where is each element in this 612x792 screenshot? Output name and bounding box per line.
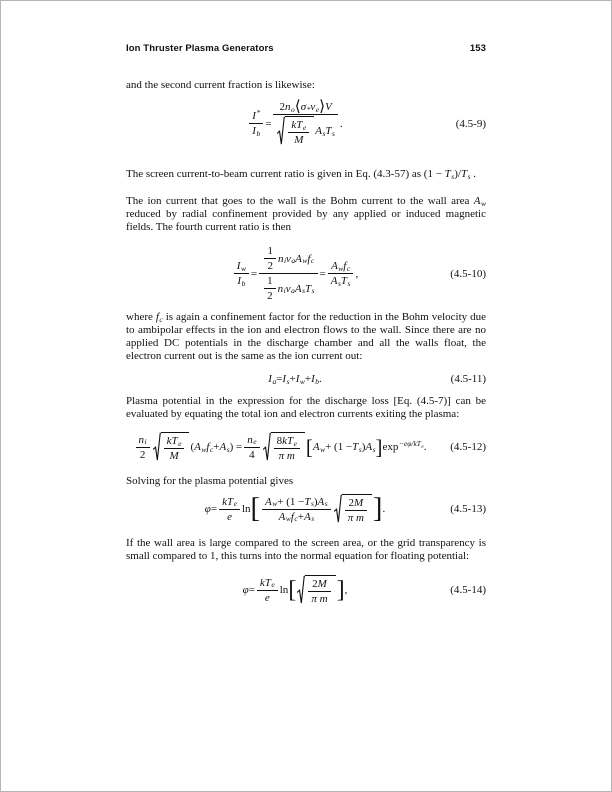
equation-4-5-11	[126, 373, 486, 385]
paragraph-screen-to-beam-ratio: The screen current-to-beam current ratio is given in Eq. (4.3-57) as (1 − Ts)/Ts .	[126, 168, 476, 182]
equation-4-5-9	[126, 98, 486, 146]
equation-4-5-13-math: φ = kT e e ln [ A w + (1 − T s ) A s A w f c + A s 2 M π m ] .	[204, 493, 386, 524]
equation-4-5-14-label: (4.5-14)	[450, 584, 486, 596]
equation-4-5-12	[126, 432, 486, 462]
equation-4-5-9-label: (4.5-9)	[455, 117, 486, 130]
equation-4-5-13-label: (4.5-13)	[450, 503, 486, 515]
paragraph-solving-plasma-potential: Solving for the plasma potential gives	[126, 475, 294, 487]
equation-4-5-12-math: n i 2 kT e M ( A w f c + A s ) = n e 4 8 kT e π m [ A w + (1 − T s ) A s ] exp −eφ/kTe .	[126, 432, 434, 462]
equation-4-5-13	[126, 494, 486, 524]
equation-4-5-10	[126, 245, 486, 302]
equation-4-5-14-math: φ = kT e e ln [ 2 M π m ] ,	[242, 576, 348, 605]
equation-4-5-11-label: (4.5-11)	[450, 373, 486, 385]
equation-4-5-9-math: I * I b = 2 n o ⟨ σ * v e ⟩ V kT e M A s T s .	[126, 101, 434, 146]
equation-4-5-10-label: (4.5-10)	[450, 267, 486, 280]
paragraph-ion-current-wall: The ion current that goes to the wall is the Bohm current to the wall area Aw reduced by radial confinement provided by any applied or induced magnetic fields. The fourth current ratio is then	[126, 195, 486, 233]
equation-4-5-12-label: (4.5-12)	[450, 441, 486, 453]
equation-4-5-10-math: I w I b = 1 2 n i v a A w f c 1 2 n i v a A s T s = A w f c A s T s ,	[126, 245, 434, 302]
running-header-title: Ion Thruster Plasma Generators	[126, 43, 274, 54]
paragraph-intro-second-fraction: and the second current fraction is likewise:	[126, 79, 315, 91]
page-number: 153	[469, 43, 486, 54]
page-header	[126, 43, 486, 54]
equation-4-5-11-math: I a = I s + I w + I b .	[268, 373, 322, 386]
paragraph-confinement-factor: where fc is again a confinement factor for the reduction in the Bohm velocity due to ambipolar effects in the ion and electron flows to the wall. Since there are no applied DC potentials in the discharge chamber and all the walls float, the electron current out is the same as the ion current out:	[126, 311, 486, 362]
equation-4-5-14	[126, 575, 486, 605]
paragraph-plasma-potential: Plasma potential in the expression for the discharge loss [Eq. (4.5-7)] can be evaluated by equating the total ion and electron currents exiting the plasma:	[126, 395, 486, 420]
paragraph-wall-area-large: If the wall area is large compared to the screen area, or the grid transparency is small compared to 1, this turns into the normal equation for floating potential:	[126, 537, 486, 562]
